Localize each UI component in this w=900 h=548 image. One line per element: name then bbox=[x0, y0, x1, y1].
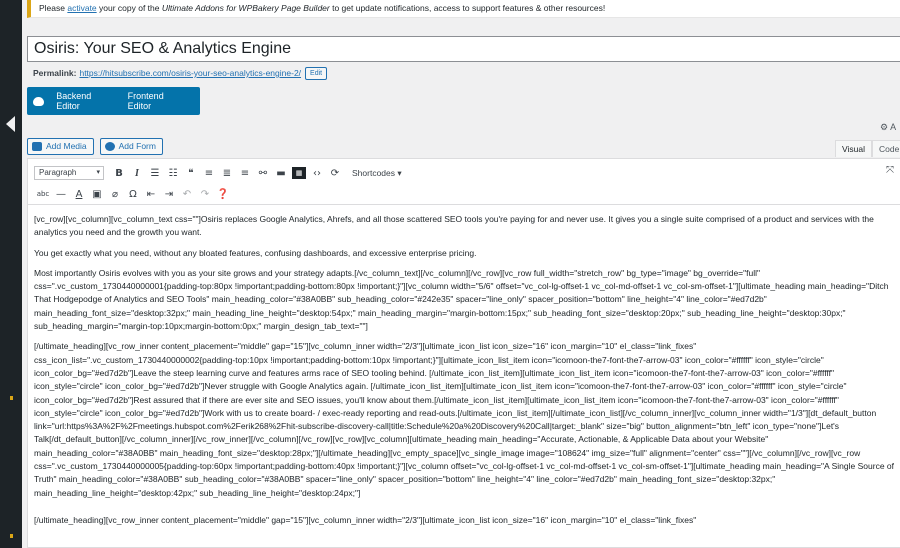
help-icon[interactable]: ❓ bbox=[216, 188, 230, 200]
align-left-icon[interactable]: ≡ bbox=[204, 167, 214, 179]
align-center-icon[interactable]: ≣ bbox=[222, 167, 232, 179]
bullet-list-icon[interactable]: ☰ bbox=[150, 167, 160, 179]
menu-marker-icon bbox=[10, 396, 13, 400]
content-paragraph: Most importantly Osiris evolves with you as your site grows and your strategy adapts.[/vc_column_text][/vc_column][/vc_row][vc_row full_width="stretch_row" bg_type="image" bg_override="full" css=".vc_custom_1730440000001{padding-top:80px !important;padding-bottom:80px !important;}"][vc_column width="5/6" offset="vc_col-lg-offset-1 vc_col-md-offset-1 vc_col-sm-offset-1"][ultimate_heading main_heading="Ditch That Hodgepodge of Analytics and SEO Tools" main_heading_color="#38A0BB" sub_heading_color="#242e35" spacer="line_only" spacer_position="bottom" line_height="4" line_color="#ed7d2b" main_heading_font_size="desktop:32px;" main_heading_line_height="desktop:54px;" main_heading_margin="margin-bottom:15px;" sub_heading_font_size="desktop:20px;" sub_heading_line_height="desktop:30px;" sub_heading_margin="margin-top:10px;margin-bottom:0px;" margin_design_tab_text=""] bbox=[34, 267, 889, 332]
editor-toolbar bbox=[28, 159, 900, 205]
bold-icon[interactable]: B bbox=[115, 167, 123, 179]
refresh-icon[interactable]: ⟳ bbox=[330, 167, 340, 179]
shortcodes-dropdown[interactable]: Shortcodes ▾ bbox=[352, 167, 402, 178]
italic-icon[interactable]: I bbox=[135, 167, 139, 179]
page-builder-bar bbox=[27, 87, 200, 115]
permalink bbox=[33, 66, 327, 80]
tab-code[interactable]: Code bbox=[872, 140, 900, 157]
media-icon bbox=[32, 142, 42, 151]
blockquote-icon[interactable]: ❝ bbox=[188, 167, 194, 179]
clear-format-icon[interactable]: ⌀ bbox=[111, 188, 119, 200]
format-select[interactable]: Paragraph ▾ bbox=[34, 166, 104, 180]
wpbakery-logo-icon bbox=[33, 97, 44, 106]
admin-sidebar bbox=[0, 0, 22, 548]
toolbar-toggle-icon[interactable]: ▦ bbox=[292, 167, 306, 179]
content-paragraph: [/ultimate_heading][vc_row_inner content_placement="middle" gap="15"][vc_column_inner width="2/3"][ultimate_icon_list icon_size="16" icon_margin="10" el_class="link_fixes" bbox=[34, 514, 697, 525]
form-icon bbox=[105, 142, 115, 151]
permalink-url[interactable]: https://hitsubscribe.com/osiris-your-seo-analytics-engine-2/ bbox=[79, 68, 302, 78]
add-form-label: Add Form bbox=[118, 141, 156, 151]
redo-icon[interactable]: ↷ bbox=[200, 188, 210, 200]
editor-content[interactable] bbox=[28, 205, 900, 542]
content-paragraph: [vc_row][vc_column][vc_column_text css=""]Osiris replaces Google Analytics, Ahrefs, and all those scattered SEO tools you're paying for and never use. It gives you a single suite comprised of a product and services with the analytics you need and the growth you want. bbox=[34, 214, 874, 238]
notice-prefix: Please bbox=[39, 3, 68, 13]
paste-text-icon[interactable]: ▣ bbox=[92, 188, 102, 200]
read-more-icon[interactable]: ▬ bbox=[276, 167, 286, 179]
frontend-editor-button[interactable]: Frontend Editor bbox=[127, 91, 164, 111]
align-right-icon[interactable]: ≡ bbox=[240, 167, 250, 179]
add-media-label: Add Media bbox=[46, 141, 87, 151]
indent-icon[interactable]: ⇥ bbox=[164, 188, 174, 200]
screen-options-label: A bbox=[890, 122, 897, 132]
code-icon[interactable]: ‹› bbox=[313, 167, 321, 179]
notice-suffix: to get update notifications, access to support features & other resources! bbox=[329, 3, 606, 13]
activate-link[interactable]: activate bbox=[67, 3, 97, 13]
post-title-input[interactable]: Osiris: Your SEO & Analytics Engine bbox=[27, 36, 900, 62]
link-icon[interactable]: ⚯ bbox=[258, 167, 268, 179]
special-char-icon[interactable]: Ω bbox=[129, 188, 137, 200]
notice-middle: your copy of the bbox=[96, 3, 162, 13]
shortcodes-label: Shortcodes bbox=[352, 167, 395, 178]
numbered-list-icon[interactable]: ☷ bbox=[168, 167, 178, 179]
text-color-icon[interactable]: A bbox=[75, 188, 83, 200]
activation-notice bbox=[27, 0, 900, 18]
tab-visual[interactable]: Visual bbox=[835, 140, 872, 157]
editor-tabs bbox=[835, 140, 900, 157]
add-media-button[interactable] bbox=[27, 138, 94, 155]
strikethrough-icon[interactable]: abc bbox=[36, 190, 50, 198]
content-paragraph: [/ultimate_heading][vc_row_inner content_placement="middle" gap="15"][vc_column_inner width="2/3"][ultimate_icon_list icon_size="16" icon_margin="10" el_class="link_fixes" css_icon_list=".vc_custom_1730440000002{padding-top:10px !important;padding-bottom:10px !important;}"][ultimate_icon_list_item icon="icomoon-the7-font-the7-arrow-03" icon_color="#ffffff" icon_style="circle" icon_color_bg="#ed7d2b"]Leave the steep learning curve and features arms race of SEO tooling behind. [/ultimate_icon_list_item][ultimate_icon_list_item icon="icomoon-the7-font-the7-arrow-03" icon_color="#ffffff" icon_style="circle" icon_color_bg="#ed7d2b"]Never struggle with Google Analytics again. [/ultimate_icon_list_item][ultimate_icon_list_item icon="icomoon-the7-font-the7-arrow-03" icon_color="#ffffff" icon_style="circle" icon_color_bg="#ed7d2b"]Rest assured that if there are ever site and SEO issues, you'll know about them.[/ultimate_icon_list_item][ultimate_icon_list_item icon="icomoon-the7-font-the7-arrow-03" icon_color="#ffffff" icon_style="circle" icon_color_bg="#ed7d2b"]Work with us to create board- / exec-ready reporting and read-outs.[/ultimate_icon_list_item][/ultimate_icon_list][/vc_column_inner][vc_column_inner width="1/3"][dt_default_button link="url:https%3A%2F%2Fmeetings.hubspot.com%2Ferik268%2Fhit-subscribe-discovery-call|title:Schedule%20a%20Discovery%20Call|target:_blank" size="big" button_alignment="btn_left" icon_type="none"]Let's Talk[/dt_default_button][/vc_column_inner][/vc_row_inner][/vc_column][/vc_row][vc_row][vc_column][ultimate_heading main_heading="Accurate, Actionable, & Applicable Data about your Website" main_heading_color="#38A0BB" main_heading_font_size="desktop:28px;"][/ultimate_heading][vc_empty_space][vc_single_image image="108624" img_size="full" alignment="center" css=""][/vc_column][/vc_row][vc_row css=".vc_custom_1730440000005{padding-top:60px !important;padding-bottom:40px !important;}"][vc_column offset="vc_col-lg-offset-1 vc_col-md-offset-1 vc_col-sm-offset-1"][ultimate_heading main_heading="A Single Source of Truth" main_heading_color="#38A0BB" sub_heading_color="#38A0BB" spacer="line_only" spacer_position="bottom" line_height="4" line_color="#ed7d2b" main_heading_font_size="desktop:32px;" main_heading_line_height="desktop:42px;" sub_heading_line_height="desktop:24px;"] bbox=[34, 341, 894, 498]
outdent-icon[interactable]: ⇤ bbox=[146, 188, 156, 200]
menu-marker-icon bbox=[10, 534, 13, 538]
notice-product: Ultimate Addons for WPBakery Page Builder bbox=[161, 3, 330, 13]
permalink-edit-button[interactable]: Edit bbox=[305, 67, 327, 80]
media-buttons bbox=[27, 138, 163, 155]
content-editor bbox=[27, 158, 900, 548]
screen-options-button[interactable]: ⚙ A bbox=[880, 122, 897, 132]
current-menu-arrow-icon bbox=[6, 116, 15, 132]
backend-editor-button[interactable]: Backend Editor bbox=[56, 91, 92, 111]
fullscreen-icon[interactable]: ⤧ bbox=[886, 165, 894, 176]
content-paragraph: You get exactly what you need, without any bloated features, confusing dashboards, and excessive enterprise pricing. bbox=[34, 247, 477, 258]
add-form-button[interactable] bbox=[100, 138, 163, 155]
undo-icon[interactable]: ↶ bbox=[182, 188, 192, 200]
horizontal-line-icon[interactable]: — bbox=[56, 188, 66, 200]
permalink-label: Permalink: bbox=[33, 68, 77, 78]
